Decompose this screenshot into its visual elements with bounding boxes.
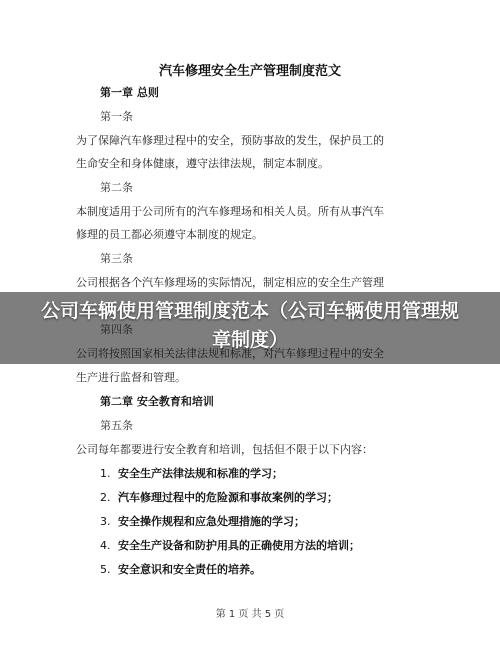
paragraph-line: 公司根据各个汽车修理场的实际情况，制定相应的安全生产管理 [76, 276, 384, 289]
article-label: 第三条 [100, 252, 133, 265]
chapter-heading: 第二章 安全教育和培训 [100, 395, 214, 408]
list-number: 5. [100, 563, 111, 576]
paragraph-line: 修理的员工都必须遵守本制度的规定。 [76, 228, 263, 241]
list-text: 安全生产设备和防护用具的正确使用方法的培训； [118, 539, 360, 552]
article-label: 第一条 [100, 110, 133, 123]
list-item [100, 515, 305, 529]
list-text: 安全意识和安全责任的培养。 [118, 563, 261, 576]
document-title: 汽车修理安全生产管理制度范文 [158, 64, 341, 79]
chapter-heading: 第一章 总则 [100, 86, 159, 99]
list-text: 汽车修理过程中的危险源和事故案例的学习； [118, 491, 338, 504]
paragraph-line: 为了保障汽车修理过程中的安全，预防事故的发生，保护员工的 [76, 134, 384, 147]
paragraph-line: 生产进行监督和管理。 [76, 371, 186, 384]
list-item [100, 563, 261, 577]
list-item [100, 491, 338, 505]
list-number: 1. [100, 467, 111, 480]
paragraph-line: 公司每年都要进行安全教育和培训，包括但不限于以下内容： [76, 443, 373, 456]
banner-title: 公司车辆使用管理制度范本（公司车辆使用管理规章制度） [40, 300, 459, 351]
list-text: 安全操作规程和应急处理措施的学习； [118, 515, 305, 528]
list-number: 3. [100, 515, 111, 528]
article-label: 第二条 [100, 181, 133, 194]
list-text: 安全生产法律法规和标准的学习； [118, 467, 283, 480]
list-number: 2. [100, 491, 111, 504]
list-item [100, 539, 360, 553]
paragraph-line: 本制度适用于公司所有的汽车修理场和相关人员。所有从事汽车 [76, 205, 384, 218]
paragraph-line: 生命安全和身体健康，遵守法律法规，制定本制度。 [76, 157, 329, 170]
list-number: 4. [100, 539, 111, 552]
article-label: 第五条 [100, 419, 133, 432]
list-item [100, 467, 283, 481]
page-footer: 第 1 页 共 5 页 [215, 609, 285, 620]
